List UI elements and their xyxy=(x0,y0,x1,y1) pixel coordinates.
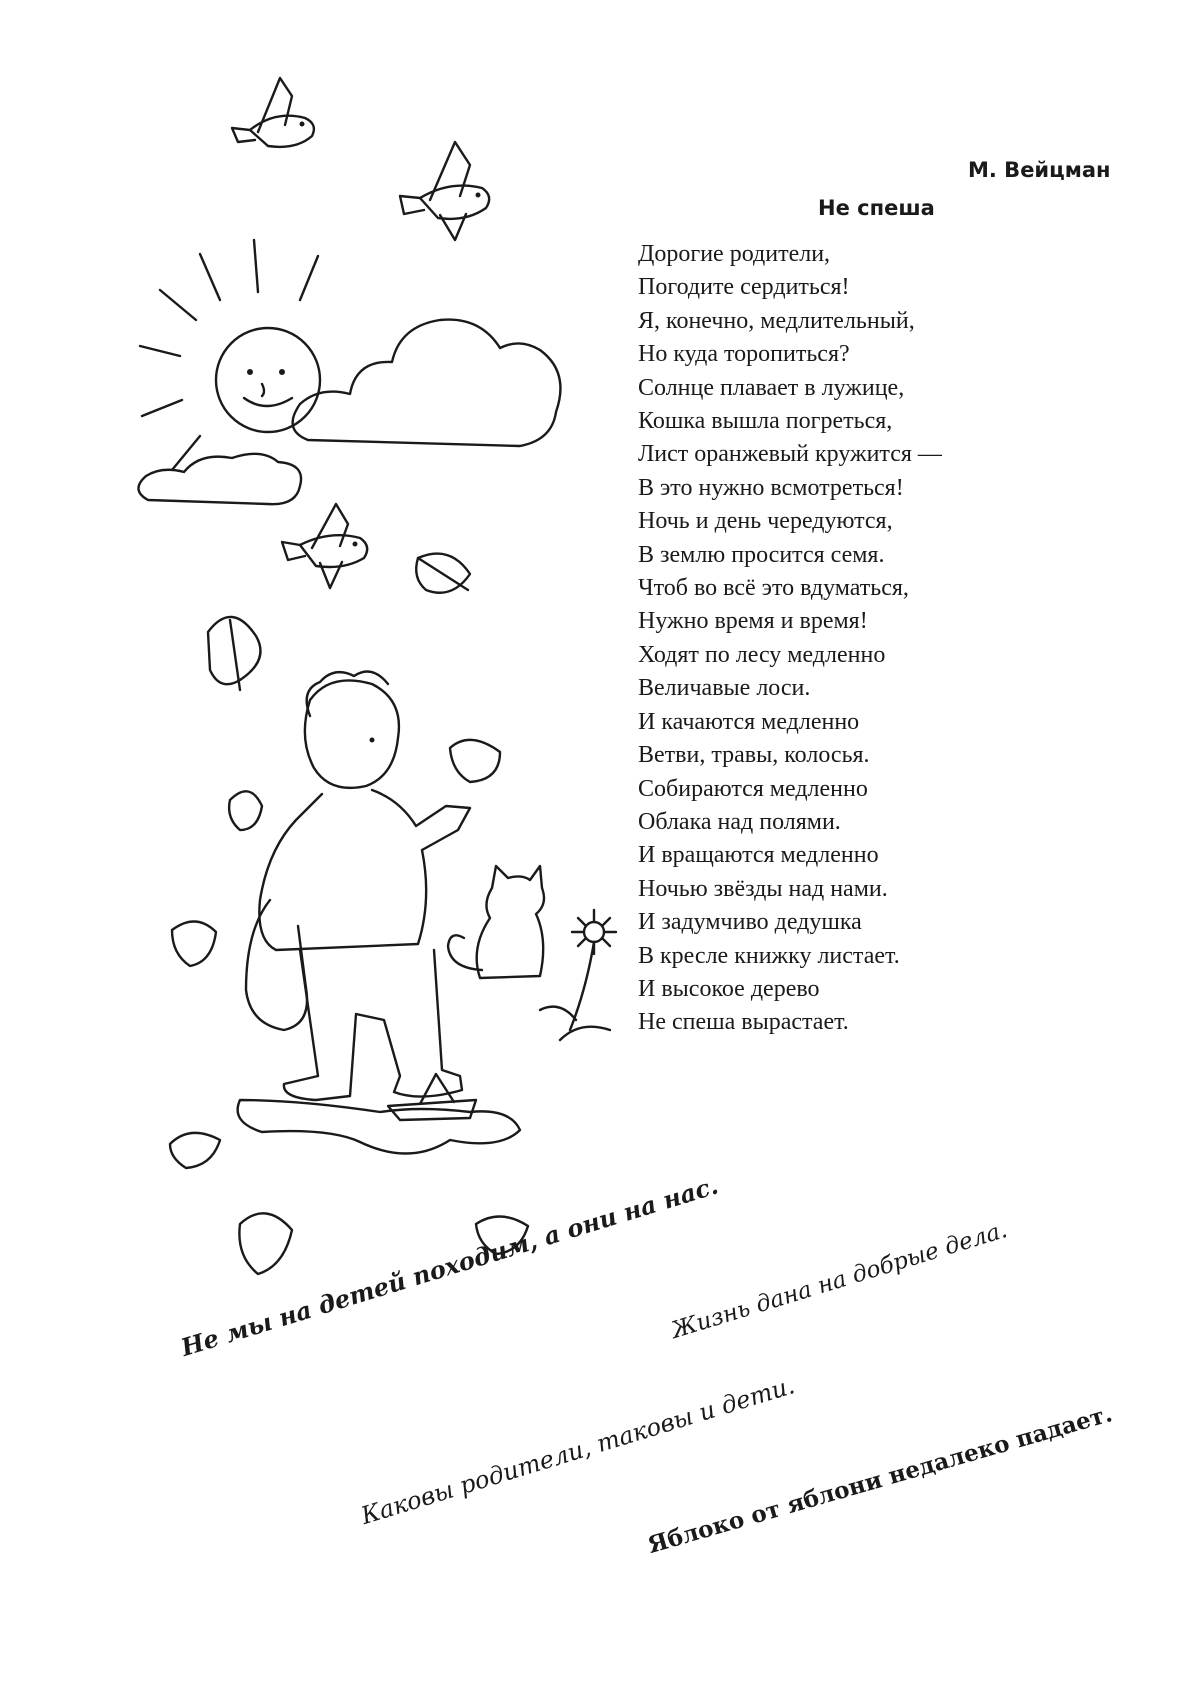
leaf-icon xyxy=(208,617,260,690)
poem-line: В кресле книжку листает. xyxy=(638,942,900,969)
poem-line: Солнце плавает в лужице, xyxy=(638,374,905,401)
bird-icon xyxy=(400,142,489,240)
poem-line: Лист оранжевый кружится — xyxy=(638,441,942,468)
poem-line: Нужно время и время! xyxy=(638,608,868,635)
poem-line: Дорогие родители, xyxy=(638,241,831,267)
poem-line: Ходят по лесу медленно xyxy=(638,641,886,668)
leaf-icon xyxy=(450,740,500,782)
poem-line: Я, конечно, медлительный, xyxy=(638,307,915,334)
leaf-icon xyxy=(172,921,216,966)
proverb-2: Жизнь дана на добрые дела. xyxy=(668,1216,1011,1344)
leaf-icon xyxy=(229,791,262,830)
leaf-icon xyxy=(170,1133,220,1168)
poem-line: Ночь и день чередуются, xyxy=(638,508,893,535)
poem-line: Но куда торопиться? xyxy=(638,341,850,368)
poem-line: И качаются медленно xyxy=(638,708,860,735)
sun-icon xyxy=(140,240,320,470)
bird-icon xyxy=(282,504,367,588)
poem-body xyxy=(638,238,942,1040)
cat-figure xyxy=(448,866,544,978)
poem-line: Ветви, травы, колосья. xyxy=(638,742,870,769)
poem-line: Величавые лоси. xyxy=(638,675,811,702)
poem-line: И высокое дерево xyxy=(638,975,820,1002)
poem-line: Не спеша вырастает. xyxy=(638,1009,849,1036)
proverb-1: Не мы на детей походим, а они на нас. xyxy=(177,1170,722,1362)
poem-line: Ночью звёзды над нами. xyxy=(638,875,888,902)
poem-line: Погодите сердиться! xyxy=(638,274,850,301)
poem-line: И задумчиво дедушка xyxy=(638,909,862,936)
poem-line: Собираются медленно xyxy=(638,775,868,802)
cloud-icon xyxy=(138,454,301,504)
poem-line: Кошка вышла погреться, xyxy=(638,408,893,435)
poem-author: М. Вейцман xyxy=(968,158,1111,182)
puddle-icon xyxy=(238,1074,520,1154)
poem-title: Не спеша xyxy=(818,196,935,220)
proverb-3: Каковы родители, таковы и дети. xyxy=(357,1371,798,1530)
proverb-4: Яблоко от яблони недалеко падает. xyxy=(644,1400,1116,1559)
leaf-icon xyxy=(416,554,470,593)
flower-icon xyxy=(540,910,616,1040)
poem-line: И вращаются медленно xyxy=(638,842,879,869)
poem-line: Чтоб во всё это вдуматься, xyxy=(638,575,909,602)
poem-line: В это нужно всмотреться! xyxy=(638,474,904,501)
boy-figure xyxy=(246,672,470,1101)
leaf-icon xyxy=(239,1213,292,1274)
poem-line: В землю просится семя. xyxy=(638,541,885,568)
cloud-icon xyxy=(293,320,561,446)
bird-icon xyxy=(232,78,314,147)
poem-line: Облака над полями. xyxy=(638,808,841,835)
